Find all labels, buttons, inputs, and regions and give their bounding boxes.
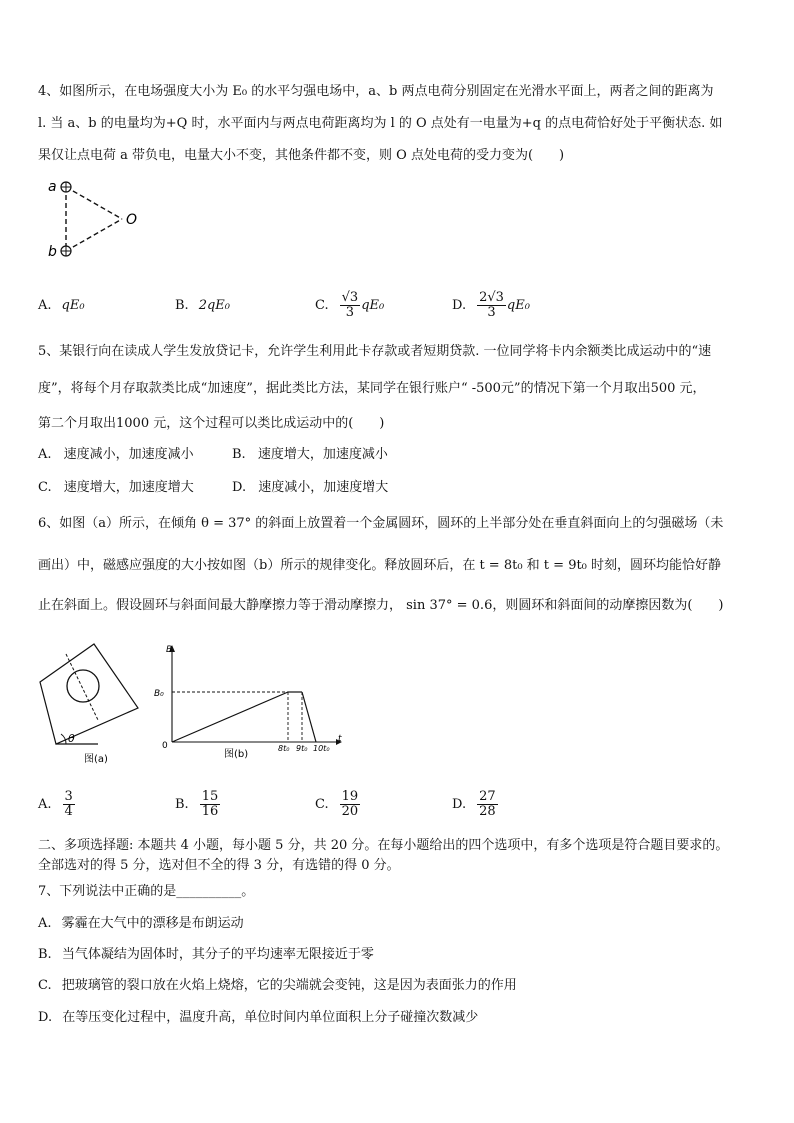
label-o: O bbox=[126, 212, 138, 228]
fig-a-caption: 图(a) bbox=[84, 754, 108, 765]
q4-option-d[interactable]: D. $\frac{2√3}{3}$ qE₀ bbox=[452, 289, 530, 320]
q7-stem: 7、下列说法中正确的是__________。 bbox=[38, 884, 255, 899]
q4-option-b[interactable]: B. 2qE₀ bbox=[175, 297, 230, 313]
q6-figure-b-graph bbox=[150, 640, 350, 766]
metal-ring-icon bbox=[67, 670, 99, 702]
q4-option-c[interactable]: C. $\frac{√3}{3}$ qE₀ bbox=[315, 289, 385, 320]
q5-stem-line2: 度”，将每个月存取款类比成“加速度”，据此类比方法，某同学在银行账户“ -500元”的情况下第一个月取出500 元， bbox=[38, 381, 706, 396]
b-axis-label: B bbox=[166, 645, 173, 655]
q5-stem-line1: 5、某银行向在读成人学生发放贷记卡，允许学生利用此卡存款或者短期贷款. 一位同学将卡内余额类比成运动中的“速 bbox=[38, 344, 712, 359]
label-b: b bbox=[48, 244, 57, 260]
fig-b-caption: 图(b) bbox=[224, 749, 249, 760]
q7-option-b[interactable]: B. 当气体凝结为固体时，其分子的平均速率无限接近于零 bbox=[38, 947, 374, 962]
q4-option-a[interactable]: A. qE₀ bbox=[38, 297, 85, 313]
tick-10t0: 10t₀ bbox=[313, 744, 330, 753]
q6-option-a[interactable]: A. $\frac{3}{4}$ bbox=[38, 788, 73, 819]
q6-figure-a-incline bbox=[36, 636, 146, 766]
q6-stem-line2: 画出）中，磁感应强度的大小按如图（b）所示的规律变化。释放圆环后，在 t = 8t₀ 和 t = 9t₀ 时刻，圆环均能恰好静 bbox=[38, 558, 722, 573]
q4-stem-line2: l. 当 a、b 的电量均为+Q 时，水平面内与两点电荷距离均为 l 的 O 点处有一电量为+q 的点电荷恰好处于平衡状态. 如 bbox=[38, 116, 723, 131]
q6-stem-line3: 止在斜面上。假设圆环与斜面间最大静摩擦力等于滑动摩擦力， sin 37° = 0.6，则圆环和斜面间的动摩擦因数为( ) bbox=[38, 598, 724, 613]
origin-label: 0 bbox=[162, 741, 168, 751]
q5-stem-line3: 第二个月取出1000 元，这个过程可以类比成运动中的( ) bbox=[38, 416, 385, 431]
q5-option-b[interactable]: B. 速度增大，加速度减小 bbox=[232, 447, 388, 462]
q4-options bbox=[38, 290, 758, 320]
q6-stem-line1: 6、如图（a）所示，在倾角 θ = 37° 的斜面上放置着一个金属圆环，圆环的上半部分处在垂直斜面向上的匀强磁场（未 bbox=[38, 516, 724, 531]
q6-option-d[interactable]: D. $\frac{27}{28}$ bbox=[452, 788, 496, 819]
theta-label: θ bbox=[68, 732, 75, 745]
tick-9t0: 9t₀ bbox=[296, 744, 308, 753]
q7-option-c[interactable]: C. 把玻璃管的裂口放在火焰上烧熔，它的尖端就会变钝，这是因为表面张力的作用 bbox=[38, 978, 517, 993]
q4-figure-charges bbox=[44, 176, 154, 262]
q7-option-a[interactable]: A. 雾霾在大气中的漂移是布朗运动 bbox=[38, 916, 244, 931]
q6-option-b[interactable]: B. $\frac{15}{16}$ bbox=[175, 788, 219, 819]
q5-option-d[interactable]: D. 速度减小，加速度增大 bbox=[232, 480, 389, 495]
label-a: a bbox=[48, 179, 57, 195]
q7-option-d[interactable]: D. 在等压变化过程中，温度升高，单位时间内单位面积上分子碰撞次数减少 bbox=[38, 1010, 479, 1025]
q4-stem-line1: 4、如图所示，在电场强度大小为 E₀ 的水平匀强电场中，a、b 两点电荷分别固定在光滑水平面上，两者之间的距离为 bbox=[38, 84, 714, 99]
section2-instructions-line1: 二、多项选择题: 本题共 4 小题，每小题 5 分，共 20 分。在每小题给出的四个选项中，有多个选项是符合题目要求的。 bbox=[38, 838, 729, 853]
q4-stem-line3: 果仅让点电荷 a 带负电，电量大小不变，其他条件都不变，则 O 点处电荷的受力变为( ) bbox=[38, 148, 565, 163]
t-axis-label: t bbox=[338, 734, 342, 744]
q5-option-c[interactable]: C. 速度增大，加速度增大 bbox=[38, 480, 194, 495]
q5-option-a[interactable]: A. 速度减小，加速度减小 bbox=[38, 447, 194, 462]
q6-options bbox=[38, 786, 758, 822]
section2-instructions-line2: 全部选对的得 5 分，选对但不全的得 3 分，有选错的得 0 分。 bbox=[38, 858, 400, 873]
q6-option-c[interactable]: C. $\frac{19}{20}$ bbox=[315, 788, 359, 819]
b0-label: B₀ bbox=[154, 689, 164, 699]
tick-8t0: 8t₀ bbox=[278, 744, 290, 753]
